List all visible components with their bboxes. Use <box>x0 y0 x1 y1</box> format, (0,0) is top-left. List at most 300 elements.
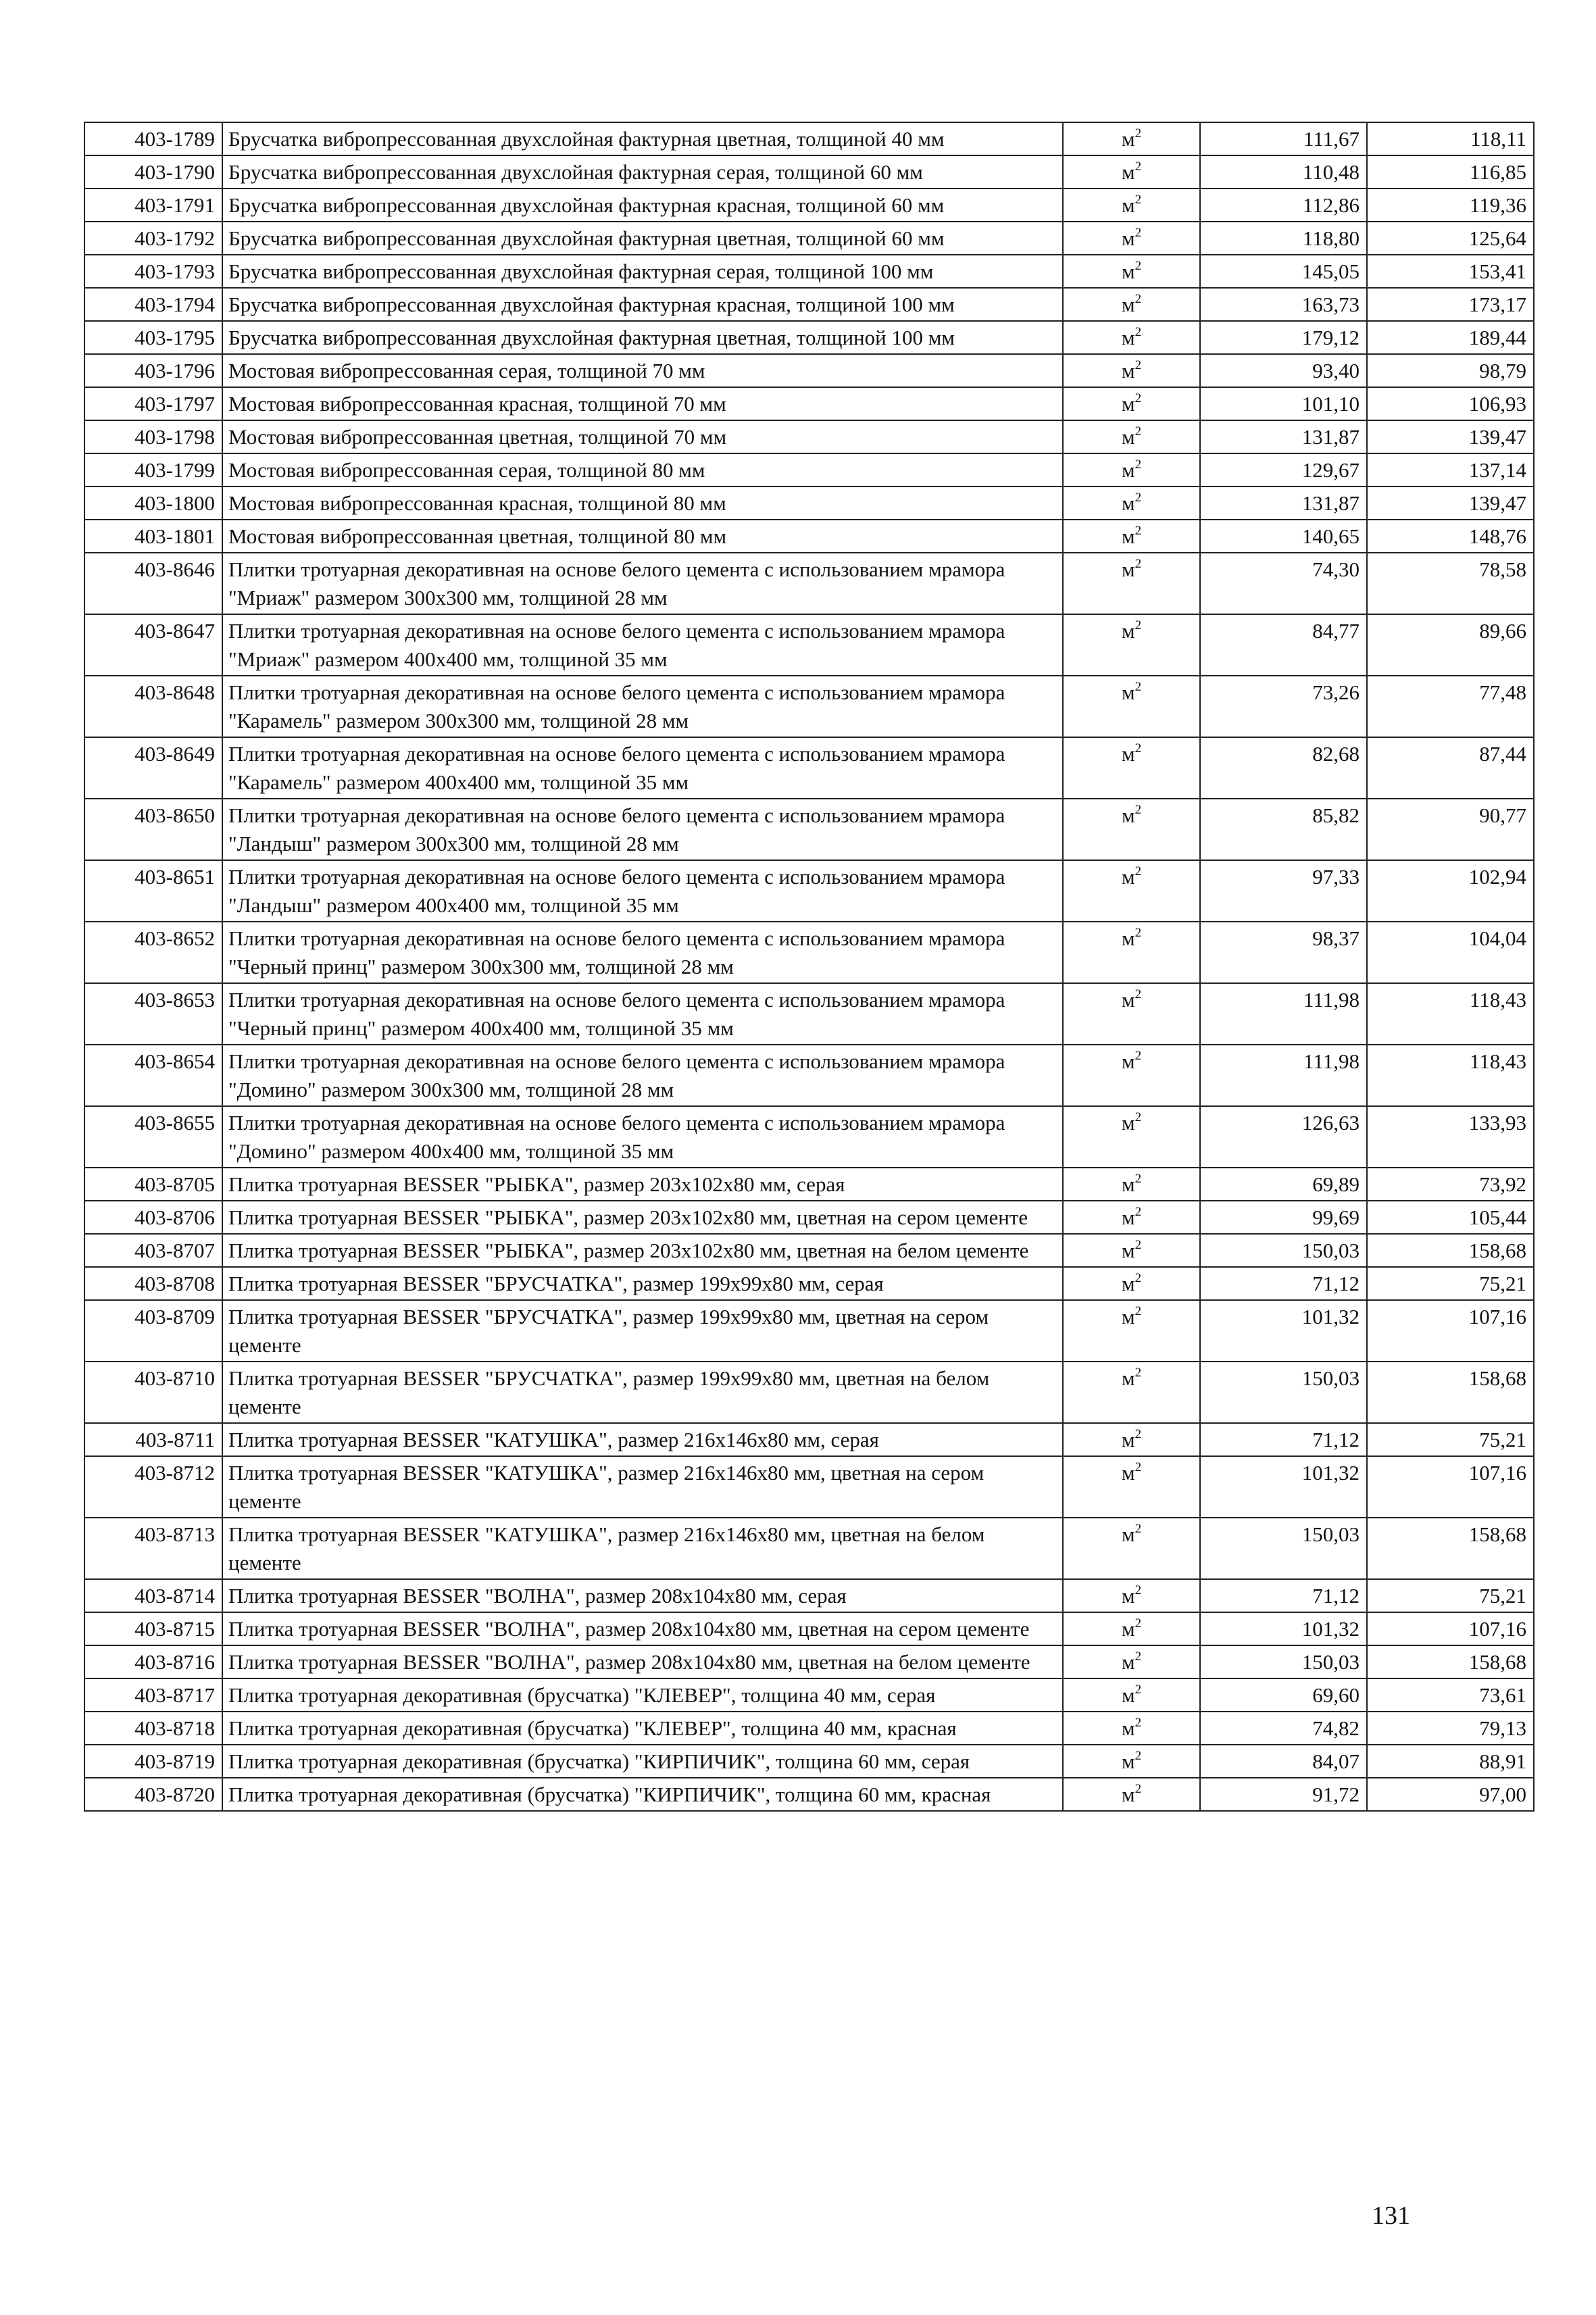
unit-exponent: 2 <box>1134 864 1142 878</box>
unit-cell <box>1063 922 1200 983</box>
unit-exponent: 2 <box>1134 490 1142 505</box>
unit-exponent: 2 <box>1134 1521 1142 1536</box>
item-code: 403-8647 <box>84 614 222 676</box>
unit-label: м <box>1121 865 1135 889</box>
unit-exponent: 2 <box>1134 357 1142 372</box>
price-2: 189,44 <box>1367 321 1534 354</box>
price-2: 118,11 <box>1367 122 1534 155</box>
price-1: 179,12 <box>1200 321 1367 354</box>
item-name: Мостовая вибропрессованная красная, толщиной 80 мм <box>222 487 1063 520</box>
price-2: 75,21 <box>1367 1267 1534 1300</box>
price-2: 158,68 <box>1367 1362 1534 1423</box>
table-row <box>84 860 1534 922</box>
unit-label: м <box>1121 988 1135 1012</box>
price-table <box>84 122 1535 1812</box>
price-2: 119,36 <box>1367 189 1534 222</box>
unit-label: м <box>1121 926 1135 950</box>
item-name: Плитки тротуарная декоративная на основе белого цемента с использованием мрамора "Ландыш" размером 300х300 мм, толщиной 28 мм <box>222 799 1063 860</box>
unit-cell <box>1063 321 1200 354</box>
unit-exponent: 2 <box>1134 1365 1142 1380</box>
item-name: Мостовая вибропрессованная цветная, толщиной 70 мм <box>222 420 1063 453</box>
item-code: 403-1798 <box>84 420 222 453</box>
unit-label: м <box>1121 1205 1135 1229</box>
unit-exponent: 2 <box>1134 1460 1142 1474</box>
table-row <box>84 420 1534 453</box>
price-1: 101,32 <box>1200 1456 1367 1518</box>
unit-label: м <box>1121 160 1135 184</box>
price-1: 97,33 <box>1200 860 1367 922</box>
unit-cell <box>1063 122 1200 155</box>
table-row <box>84 1579 1534 1612</box>
price-1: 150,03 <box>1200 1362 1367 1423</box>
price-2: 77,48 <box>1367 676 1534 737</box>
item-code: 403-8712 <box>84 1456 222 1518</box>
table-row <box>84 1612 1534 1645</box>
unit-cell <box>1063 387 1200 420</box>
unit-cell <box>1063 1678 1200 1712</box>
item-code: 403-8708 <box>84 1267 222 1300</box>
item-name: Брусчатка вибропрессованная двухслойная фактурная красная, толщиной 60 мм <box>222 189 1063 222</box>
price-1: 101,10 <box>1200 387 1367 420</box>
unit-cell <box>1063 1106 1200 1168</box>
item-code: 403-1795 <box>84 321 222 354</box>
item-code: 403-1801 <box>84 520 222 553</box>
price-table-container <box>84 122 1533 1812</box>
unit-label: м <box>1121 680 1135 704</box>
unit-exponent: 2 <box>1134 159 1142 174</box>
unit-label: м <box>1121 619 1135 643</box>
item-name: Плитка тротуарная BESSER "КАТУШКА", размер 216х146х80 мм, серая <box>222 1423 1063 1456</box>
price-1: 126,63 <box>1200 1106 1367 1168</box>
item-name: Мостовая вибропрессованная цветная, толщиной 80 мм <box>222 520 1063 553</box>
table-row <box>84 1106 1534 1168</box>
item-name: Плитки тротуарная декоративная на основе белого цемента с использованием мрамора "Черный принц" размером 300х300 мм, толщиной 28 мм <box>222 922 1063 983</box>
unit-label: м <box>1121 1584 1135 1608</box>
price-1: 145,05 <box>1200 255 1367 288</box>
item-code: 403-1792 <box>84 222 222 255</box>
price-2: 173,17 <box>1367 288 1534 321</box>
item-name: Плитки тротуарная декоративная на основе белого цемента с использованием мрамора "Домино" размером 400х400 мм, толщиной 35 мм <box>222 1106 1063 1168</box>
unit-label: м <box>1121 392 1135 416</box>
price-1: 140,65 <box>1200 520 1367 553</box>
item-name: Плитка тротуарная BESSER "БРУСЧАТКА", размер 199х99х80 мм, цветная на белом цементе <box>222 1362 1063 1423</box>
table-row <box>84 1645 1534 1678</box>
unit-cell <box>1063 189 1200 222</box>
price-1: 71,12 <box>1200 1423 1367 1456</box>
item-code: 403-8716 <box>84 1645 222 1678</box>
item-code: 403-8714 <box>84 1579 222 1612</box>
price-1: 84,77 <box>1200 614 1367 676</box>
price-1: 111,67 <box>1200 122 1367 155</box>
table-row <box>84 1678 1534 1712</box>
unit-label: м <box>1121 1272 1135 1295</box>
item-code: 403-1790 <box>84 155 222 189</box>
table-row <box>84 387 1534 420</box>
price-2: 107,16 <box>1367 1612 1534 1645</box>
item-name: Мостовая вибропрессованная серая, толщиной 70 мм <box>222 354 1063 387</box>
price-2: 102,94 <box>1367 860 1534 922</box>
price-1: 71,12 <box>1200 1267 1367 1300</box>
table-row <box>84 288 1534 321</box>
item-name: Брусчатка вибропрессованная двухслойная фактурная красная, толщиной 100 мм <box>222 288 1063 321</box>
price-1: 82,68 <box>1200 737 1367 799</box>
unit-exponent: 2 <box>1134 1426 1142 1441</box>
unit-exponent: 2 <box>1134 1682 1142 1697</box>
price-2: 88,91 <box>1367 1745 1534 1778</box>
item-code: 403-1796 <box>84 354 222 387</box>
item-code: 403-8713 <box>84 1518 222 1579</box>
unit-exponent: 2 <box>1134 1048 1142 1063</box>
unit-label: м <box>1121 1749 1135 1773</box>
unit-cell <box>1063 222 1200 255</box>
item-name: Плитка тротуарная BESSER "БРУСЧАТКА", размер 199х99х80 мм, цветная на сером цементе <box>222 1300 1063 1362</box>
unit-cell <box>1063 1423 1200 1456</box>
unit-exponent: 2 <box>1134 1715 1142 1730</box>
unit-exponent: 2 <box>1134 225 1142 240</box>
table-row <box>84 155 1534 189</box>
item-name: Брусчатка вибропрессованная двухслойная фактурная цветная, толщиной 100 мм <box>222 321 1063 354</box>
table-row <box>84 1423 1534 1456</box>
item-code: 403-1794 <box>84 288 222 321</box>
unit-exponent: 2 <box>1134 618 1142 632</box>
price-1: 85,82 <box>1200 799 1367 860</box>
unit-exponent: 2 <box>1134 1781 1142 1796</box>
item-name: Плитка тротуарная BESSER "КАТУШКА", размер 216х146х80 мм, цветная на белом цементе <box>222 1518 1063 1579</box>
unit-label: м <box>1121 557 1135 581</box>
price-2: 73,92 <box>1367 1168 1534 1201</box>
price-2: 118,43 <box>1367 1045 1534 1106</box>
price-1: 91,72 <box>1200 1778 1367 1811</box>
table-row <box>84 799 1534 860</box>
unit-exponent: 2 <box>1134 1649 1142 1664</box>
price-1: 112,86 <box>1200 189 1367 222</box>
unit-exponent: 2 <box>1134 1270 1142 1285</box>
unit-label: м <box>1121 326 1135 349</box>
price-2: 158,68 <box>1367 1645 1534 1678</box>
unit-cell <box>1063 354 1200 387</box>
unit-exponent: 2 <box>1134 1237 1142 1252</box>
unit-label: м <box>1121 803 1135 827</box>
table-row <box>84 1778 1534 1811</box>
unit-exponent: 2 <box>1134 802 1142 817</box>
unit-exponent: 2 <box>1134 679 1142 694</box>
unit-cell <box>1063 676 1200 737</box>
price-1: 101,32 <box>1200 1612 1367 1645</box>
item-name: Плитка тротуарная BESSER "КАТУШКА", размер 216х146х80 мм, цветная на сером цементе <box>222 1456 1063 1518</box>
price-1: 99,69 <box>1200 1201 1367 1234</box>
unit-exponent: 2 <box>1134 192 1142 207</box>
item-code: 403-8648 <box>84 676 222 737</box>
price-2: 98,79 <box>1367 354 1534 387</box>
price-2: 125,64 <box>1367 222 1534 255</box>
item-name: Плитки тротуарная декоративная на основе белого цемента с использованием мрамора "Черный принц" размером 400х400 мм, толщиной 35 мм <box>222 983 1063 1045</box>
table-row <box>84 1201 1534 1234</box>
item-code: 403-8654 <box>84 1045 222 1106</box>
item-name: Плитки тротуарная декоративная на основе белого цемента с использованием мрамора "Карамель" размером 300х300 мм, толщиной 28 мм <box>222 676 1063 737</box>
unit-cell <box>1063 1168 1200 1201</box>
unit-cell <box>1063 1045 1200 1106</box>
table-row <box>84 1745 1534 1778</box>
price-1: 84,07 <box>1200 1745 1367 1778</box>
table-row <box>84 553 1534 614</box>
item-code: 403-8707 <box>84 1234 222 1267</box>
unit-cell <box>1063 1612 1200 1645</box>
price-1: 98,37 <box>1200 922 1367 983</box>
price-2: 73,61 <box>1367 1678 1534 1712</box>
unit-exponent: 2 <box>1134 391 1142 405</box>
item-code: 403-8649 <box>84 737 222 799</box>
price-1: 163,73 <box>1200 288 1367 321</box>
price-1: 111,98 <box>1200 983 1367 1045</box>
price-2: 75,21 <box>1367 1423 1534 1456</box>
unit-cell <box>1063 1778 1200 1811</box>
unit-exponent: 2 <box>1134 1204 1142 1219</box>
unit-label: м <box>1121 1716 1135 1740</box>
unit-label: м <box>1121 1366 1135 1390</box>
unit-cell <box>1063 1300 1200 1362</box>
table-row <box>84 1045 1534 1106</box>
unit-cell <box>1063 860 1200 922</box>
table-row <box>84 487 1534 520</box>
unit-cell <box>1063 1645 1200 1678</box>
price-1: 74,30 <box>1200 553 1367 614</box>
unit-label: м <box>1121 293 1135 316</box>
unit-cell <box>1063 1456 1200 1518</box>
table-row <box>84 737 1534 799</box>
unit-cell <box>1063 520 1200 553</box>
table-row <box>84 520 1534 553</box>
price-1: 118,80 <box>1200 222 1367 255</box>
item-code: 403-8705 <box>84 1168 222 1201</box>
price-1: 150,03 <box>1200 1518 1367 1579</box>
table-row <box>84 321 1534 354</box>
unit-exponent: 2 <box>1134 1171 1142 1186</box>
unit-label: м <box>1121 193 1135 217</box>
item-name: Брусчатка вибропрессованная двухслойная фактурная серая, толщиной 60 мм <box>222 155 1063 189</box>
item-code: 403-8718 <box>84 1712 222 1745</box>
unit-label: м <box>1121 425 1135 449</box>
unit-cell <box>1063 420 1200 453</box>
table-row <box>84 354 1534 387</box>
unit-label: м <box>1121 1305 1135 1328</box>
unit-exponent: 2 <box>1134 556 1142 571</box>
unit-cell <box>1063 1518 1200 1579</box>
unit-cell <box>1063 983 1200 1045</box>
item-code: 403-1793 <box>84 255 222 288</box>
unit-exponent: 2 <box>1134 324 1142 339</box>
item-code: 403-8653 <box>84 983 222 1045</box>
unit-label: м <box>1121 1522 1135 1546</box>
price-2: 75,21 <box>1367 1579 1534 1612</box>
unit-cell <box>1063 737 1200 799</box>
unit-label: м <box>1121 1617 1135 1641</box>
unit-exponent: 2 <box>1134 1616 1142 1631</box>
price-table-body <box>84 122 1534 1811</box>
unit-label: м <box>1121 458 1135 482</box>
unit-label: м <box>1121 1783 1135 1806</box>
unit-exponent: 2 <box>1134 457 1142 472</box>
table-row <box>84 1518 1534 1579</box>
unit-label: м <box>1121 1049 1135 1073</box>
price-1: 129,67 <box>1200 453 1367 487</box>
price-2: 158,68 <box>1367 1518 1534 1579</box>
unit-exponent: 2 <box>1134 291 1142 306</box>
item-code: 403-8720 <box>84 1778 222 1811</box>
table-row <box>84 1362 1534 1423</box>
unit-label: м <box>1121 1172 1135 1196</box>
unit-exponent: 2 <box>1134 258 1142 273</box>
unit-exponent: 2 <box>1134 987 1142 1001</box>
unit-label: м <box>1121 259 1135 283</box>
item-code: 403-8717 <box>84 1678 222 1712</box>
unit-cell <box>1063 1201 1200 1234</box>
price-2: 104,04 <box>1367 922 1534 983</box>
unit-cell <box>1063 1267 1200 1300</box>
item-code: 403-8711 <box>84 1423 222 1456</box>
item-code: 403-8651 <box>84 860 222 922</box>
price-2: 133,93 <box>1367 1106 1534 1168</box>
item-code: 403-1789 <box>84 122 222 155</box>
price-2: 105,44 <box>1367 1201 1534 1234</box>
table-row <box>84 189 1534 222</box>
unit-exponent: 2 <box>1134 1110 1142 1124</box>
table-row <box>84 1300 1534 1362</box>
unit-cell <box>1063 1712 1200 1745</box>
table-row <box>84 1267 1534 1300</box>
item-code: 403-8709 <box>84 1300 222 1362</box>
table-row <box>84 453 1534 487</box>
item-code: 403-1800 <box>84 487 222 520</box>
item-name: Плитки тротуарная декоративная на основе белого цемента с использованием мрамора "Мриаж" размером 300х300 мм, толщиной 28 мм <box>222 553 1063 614</box>
price-2: 78,58 <box>1367 553 1534 614</box>
unit-exponent: 2 <box>1134 925 1142 940</box>
item-code: 403-8646 <box>84 553 222 614</box>
unit-cell <box>1063 487 1200 520</box>
table-row <box>84 614 1534 676</box>
price-2: 89,66 <box>1367 614 1534 676</box>
price-2: 107,16 <box>1367 1456 1534 1518</box>
item-name: Брусчатка вибропрессованная двухслойная фактурная цветная, толщиной 60 мм <box>222 222 1063 255</box>
item-code: 403-8715 <box>84 1612 222 1645</box>
price-1: 93,40 <box>1200 354 1367 387</box>
price-2: 87,44 <box>1367 737 1534 799</box>
unit-exponent: 2 <box>1134 424 1142 439</box>
item-name: Плитка тротуарная декоративная (брусчатка) "КИРПИЧИК", толщина 60 мм, красная <box>222 1778 1063 1811</box>
item-code: 403-1791 <box>84 189 222 222</box>
price-1: 111,98 <box>1200 1045 1367 1106</box>
table-row <box>84 676 1534 737</box>
item-name: Плитки тротуарная декоративная на основе белого цемента с использованием мрамора "Ландыш" размером 400х400 мм, толщиной 35 мм <box>222 860 1063 922</box>
unit-label: м <box>1121 1111 1135 1135</box>
unit-exponent: 2 <box>1134 741 1142 755</box>
unit-cell <box>1063 799 1200 860</box>
unit-cell <box>1063 255 1200 288</box>
item-name: Плитка тротуарная BESSER "РЫБКА", размер 203х102х80 мм, серая <box>222 1168 1063 1201</box>
unit-cell <box>1063 1234 1200 1267</box>
item-code: 403-8652 <box>84 922 222 983</box>
price-1: 150,03 <box>1200 1645 1367 1678</box>
price-2: 106,93 <box>1367 387 1534 420</box>
table-row <box>84 983 1534 1045</box>
price-1: 69,60 <box>1200 1678 1367 1712</box>
price-2: 79,13 <box>1367 1712 1534 1745</box>
table-row <box>84 1712 1534 1745</box>
price-1: 110,48 <box>1200 155 1367 189</box>
unit-label: м <box>1121 1650 1135 1674</box>
price-2: 90,77 <box>1367 799 1534 860</box>
table-row <box>84 922 1534 983</box>
item-name: Плитки тротуарная декоративная на основе белого цемента с использованием мрамора "Карамель" размером 400х400 мм, толщиной 35 мм <box>222 737 1063 799</box>
unit-exponent: 2 <box>1134 1303 1142 1318</box>
unit-label: м <box>1121 1239 1135 1262</box>
table-row <box>84 122 1534 155</box>
price-2: 153,41 <box>1367 255 1534 288</box>
item-name: Плитка тротуарная BESSER "РЫБКА", размер 203х102х80 мм, цветная на белом цементе <box>222 1234 1063 1267</box>
table-row <box>84 1168 1534 1201</box>
item-name: Плитки тротуарная декоративная на основе белого цемента с использованием мрамора "Домино" размером 300х300 мм, толщиной 28 мм <box>222 1045 1063 1106</box>
unit-exponent: 2 <box>1134 1583 1142 1597</box>
item-name: Брусчатка вибропрессованная двухслойная фактурная серая, толщиной 100 мм <box>222 255 1063 288</box>
price-2: 148,76 <box>1367 520 1534 553</box>
item-name: Плитка тротуарная BESSER "БРУСЧАТКА", размер 199х99х80 мм, серая <box>222 1267 1063 1300</box>
unit-label: м <box>1121 359 1135 382</box>
unit-label: м <box>1121 127 1135 151</box>
unit-cell <box>1063 1579 1200 1612</box>
unit-cell <box>1063 155 1200 189</box>
price-2: 97,00 <box>1367 1778 1534 1811</box>
unit-label: м <box>1121 742 1135 766</box>
price-1: 131,87 <box>1200 420 1367 453</box>
unit-label: м <box>1121 226 1135 250</box>
page-number: 131 <box>1372 2201 1410 2230</box>
table-row <box>84 222 1534 255</box>
table-row <box>84 1234 1534 1267</box>
item-code: 403-1797 <box>84 387 222 420</box>
unit-label: м <box>1121 1461 1135 1485</box>
unit-exponent: 2 <box>1134 126 1142 141</box>
price-2: 118,43 <box>1367 983 1534 1045</box>
item-code: 403-8650 <box>84 799 222 860</box>
price-2: 139,47 <box>1367 487 1534 520</box>
price-1: 73,26 <box>1200 676 1367 737</box>
price-2: 158,68 <box>1367 1234 1534 1267</box>
unit-label: м <box>1121 491 1135 515</box>
item-name: Плитка тротуарная декоративная (брусчатка) "КЛЕВЕР", толщина 40 мм, серая <box>222 1678 1063 1712</box>
table-row <box>84 255 1534 288</box>
price-1: 71,12 <box>1200 1579 1367 1612</box>
item-name: Плитка тротуарная декоративная (брусчатка) "КЛЕВЕР", толщина 40 мм, красная <box>222 1712 1063 1745</box>
price-1: 150,03 <box>1200 1234 1367 1267</box>
unit-label: м <box>1121 1428 1135 1451</box>
item-name: Плитки тротуарная декоративная на основе белого цемента с использованием мрамора "Мриаж" размером 400х400 мм, толщиной 35 мм <box>222 614 1063 676</box>
item-code: 403-1799 <box>84 453 222 487</box>
item-name: Плитка тротуарная декоративная (брусчатка) "КИРПИЧИК", толщина 60 мм, серая <box>222 1745 1063 1778</box>
price-1: 131,87 <box>1200 487 1367 520</box>
item-code: 403-8655 <box>84 1106 222 1168</box>
item-name: Плитка тротуарная BESSER "РЫБКА", размер 203х102х80 мм, цветная на сером цементе <box>222 1201 1063 1234</box>
item-name: Плитка тротуарная BESSER "ВОЛНА", размер 208х104х80 мм, серая <box>222 1579 1063 1612</box>
item-name: Брусчатка вибропрессованная двухслойная фактурная цветная, толщиной 40 мм <box>222 122 1063 155</box>
price-1: 69,89 <box>1200 1168 1367 1201</box>
price-1: 74,82 <box>1200 1712 1367 1745</box>
unit-exponent: 2 <box>1134 523 1142 538</box>
price-1: 101,32 <box>1200 1300 1367 1362</box>
price-2: 116,85 <box>1367 155 1534 189</box>
price-2: 107,16 <box>1367 1300 1534 1362</box>
unit-cell <box>1063 1745 1200 1778</box>
unit-cell <box>1063 288 1200 321</box>
item-code: 403-8719 <box>84 1745 222 1778</box>
